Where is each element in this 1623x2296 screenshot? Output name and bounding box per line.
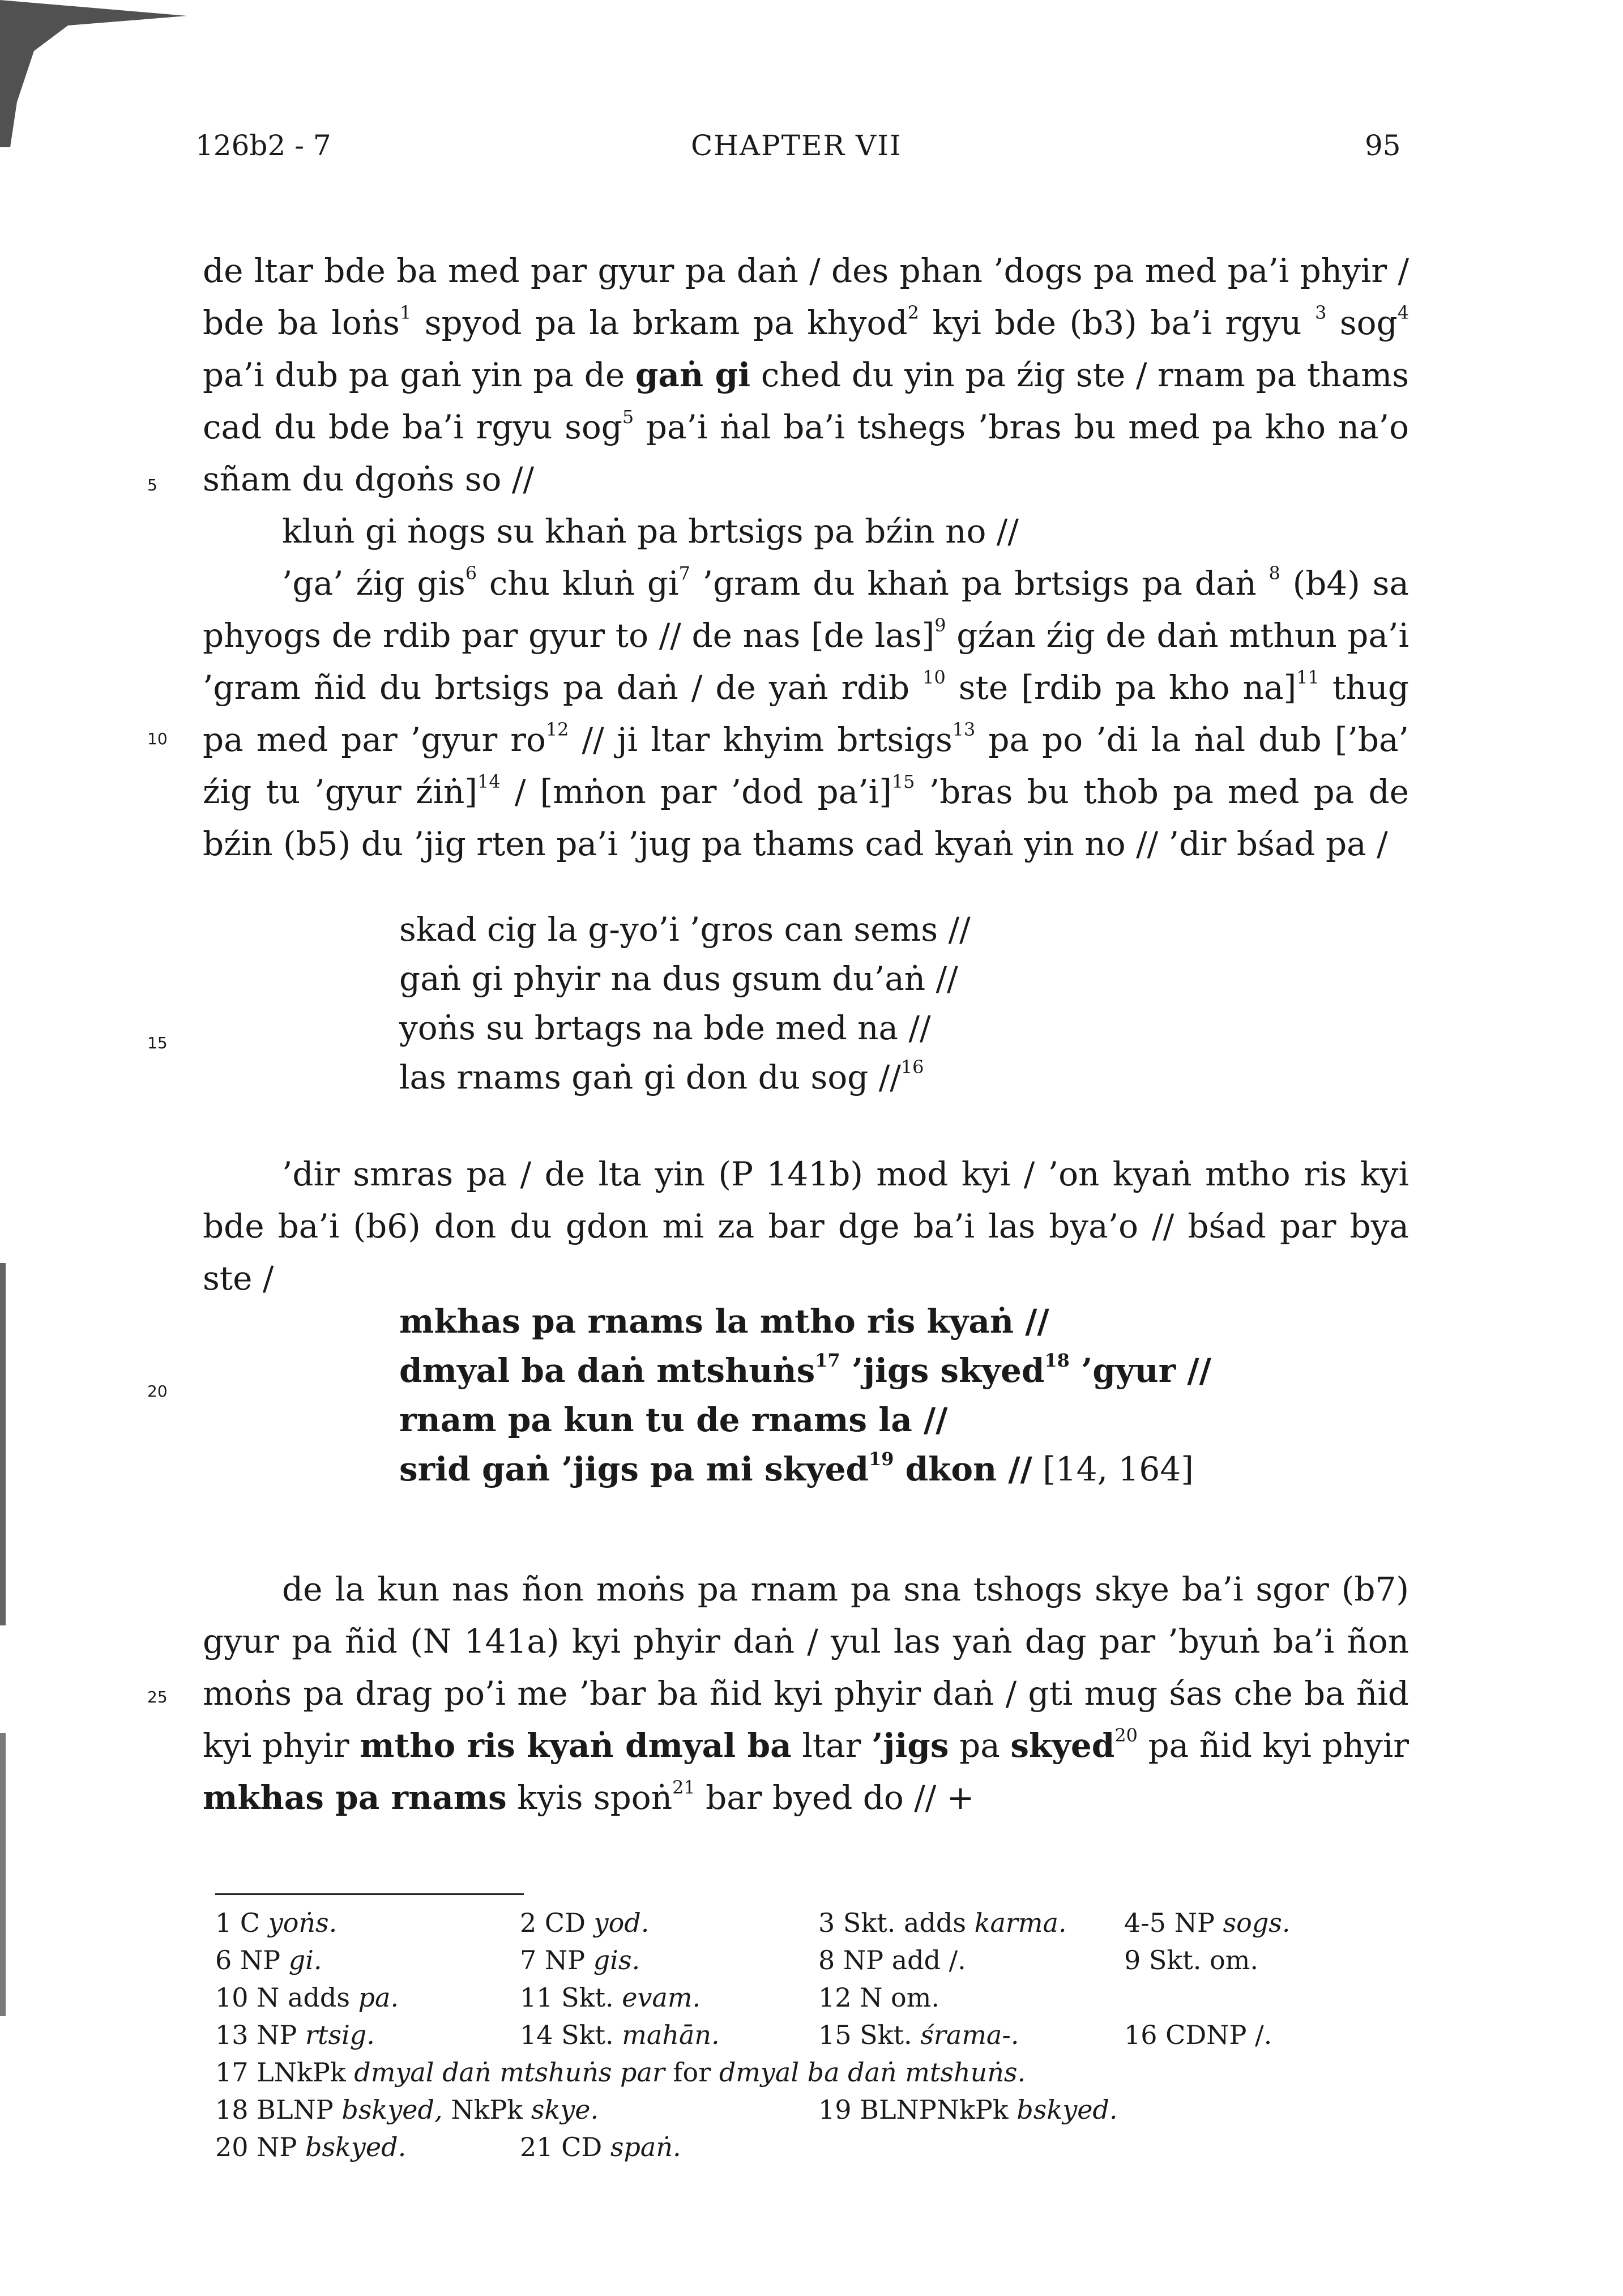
verse-line: gaṅ gi phyir na dus gsum du’aṅ //	[399, 959, 958, 998]
main-text	[203, 245, 1409, 870]
verse-line: srid gaṅ ’jigs pa mi skyed$^{19}$ dkon // [14, 164]	[399, 1448, 1194, 1488]
footnote: 14 Skt. mahān.	[520, 2020, 720, 2050]
footnote: 4-5 NP sogs.	[1124, 1907, 1291, 1938]
footnote: 6 NP gi.	[215, 1945, 322, 1975]
footnote: 7 NP gis.	[520, 1945, 640, 1975]
line-number: 5	[147, 476, 157, 494]
footnote: 11 Skt. evam.	[520, 1982, 701, 2013]
scan-artifact	[0, 0, 187, 147]
verse-line: dmyal ba daṅ mtshuṅs$^{17}$ ’jigs skyed$^{18}$ ’gyur //	[399, 1350, 1211, 1390]
footnote: 18 BLNP bskyed, NkPk skye.	[215, 2094, 599, 2125]
footnote: 13 NP rtsig.	[215, 2020, 375, 2050]
verse-line: las rnams gaṅ gi don du sog //$^{16}$	[399, 1056, 924, 1096]
line-number: 20	[147, 1382, 168, 1401]
footnote: 17 LNkPk dmyal daṅ mtshuṅs par for dmyal ba daṅ mtshuṅs.	[215, 2057, 1026, 2088]
chapter-title: CHAPTER VII	[691, 129, 902, 162]
verse-line: mkhas pa rnams la mtho ris kyaṅ //	[399, 1302, 1049, 1341]
footnote: 21 CD spaṅ.	[520, 2132, 681, 2162]
main-text	[203, 1148, 1409, 1304]
footnote: 3 Skt. adds karma.	[818, 1907, 1067, 1938]
paragraph: ’dir smras pa / de lta yin (P 141b) mod kyi / ’on kyaṅ mtho ris kyi bde ba’i (b6) don du gdon mi za bar dge ba’i las bya’o // bśad par bya ste /	[203, 1155, 1409, 1298]
footnote: 16 CDNP /.	[1124, 2020, 1272, 2050]
footnote-rule	[215, 1893, 524, 1895]
footnote: 9 Skt. om.	[1124, 1945, 1258, 1975]
paragraph: de la kun nas ñon moṅs pa rnam pa sna tshogs skye ba’i sgor (b7) gyur pa ñid (N 141a) kyi phyir daṅ / yul las yaṅ dag par ’byuṅ ba’i ñon moṅs pa drag po’i me ’bar ba ñid kyi phyir daṅ / gti mug śas che ba ñid kyi phyir mtho ris kyaṅ dmyal ba ltar ’jigs pa skyed$^{20}$ pa ñid kyi phyir mkhas pa rnams kyis spoṅ$^{21}$ bar byed do // +	[203, 1570, 1409, 1817]
line-number: 10	[147, 729, 168, 748]
main-text	[203, 1563, 1409, 1824]
line-number: 25	[147, 1688, 168, 1706]
verse-line: skad cig la g-yo’i ’gros can sems //	[399, 910, 971, 949]
verse-line: yoṅs su brtags na bde med na //	[399, 1009, 931, 1047]
footnote: 12 N om.	[818, 1982, 939, 2013]
verse-line: rnam pa kun tu de rnams la //	[399, 1401, 948, 1439]
page-number: 95	[1365, 129, 1401, 162]
footnote: 15 Skt. śrama-.	[818, 2020, 1019, 2050]
scan-edge	[0, 1733, 6, 2016]
line-number: 15	[147, 1034, 168, 1052]
footnote: 10 N adds pa.	[215, 1982, 399, 2013]
footnote: 19 BLNPNkPk bskyed.	[818, 2094, 1118, 2125]
footnote: 1 C yoṅs.	[215, 1907, 338, 1938]
paragraph: ’ga’ źig gis$^6$ chu kluṅ $gi^7$ ’gram du khaṅ pa brtsigs pa daṅ $^8$ (b4) sa phyogs de rdib par gyur to // de nas [de las]$^9$ gźan źig de daṅ mthun pa’i ’gram ñid du brtsigs pa daṅ / de yaṅ rdib $^{10}$ ste [rdib pa kho na]$^{11}$ thug pa med par ’gyur $ro^{12}$ // ji ltar khyim brtsigs$^{13}$ pa po ’di la ṅal dub [’ba’ źig tu ’gyur źiṅ]$^{14}$ / [mṅon par ’dod pa’i]$^{15}$ ’bras bu thob pa med pa de bźin (b5) du ’jig rten pa’i ’jug pa thams cad kyaṅ yin no // ’dir bśad pa /	[203, 562, 1410, 863]
footnote-ref: 16	[900, 1056, 924, 1078]
scan-edge	[0, 1263, 6, 1625]
paragraph: kluṅ gi ṅogs su khaṅ pa brtsigs pa bźin no //	[282, 512, 1019, 550]
verse-quote	[399, 905, 971, 1102]
root-verse	[399, 1297, 1211, 1494]
footnote: 8 NP add /.	[818, 1945, 966, 1975]
footnote: 20 NP bskyed.	[215, 2132, 407, 2162]
footnote: 2 CD yod.	[520, 1907, 650, 1938]
running-head-left: 126b2 - 7	[195, 129, 331, 162]
paragraph: de ltar bde ba med par gyur pa daṅ / des phan ’dogs pa med pa’i phyir / bde ba loṅs$^1$ spyod pa la brkam pa khyod$^2$ kyi bde (b3) ba’i rgyu $^3$ sog$^4$ pa’i dub pa gaṅ yin pa de gaṅ gi ched du yin pa źig ste / rnam pa thams cad du bde ba’i rgyu sog$^5$ pa’i ṅal ba’i tshegs ’bras bu med pa kho na’o sñam du dgoṅs so //	[203, 251, 1409, 498]
